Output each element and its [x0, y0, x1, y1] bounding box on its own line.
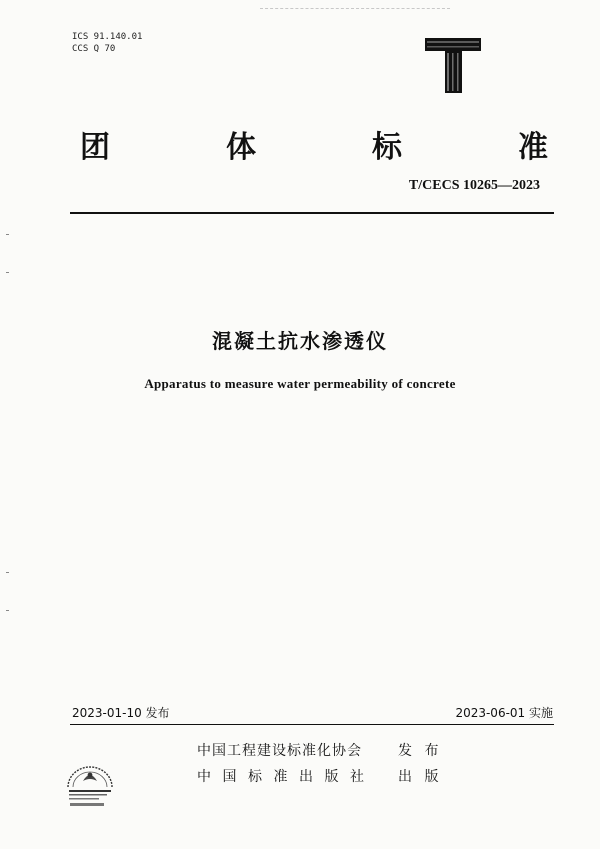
- standard-type-heading: [80, 122, 550, 166]
- standard-type-char: 团: [80, 130, 112, 165]
- ccs-code: CCS Q 70: [72, 44, 116, 54]
- scan-artifact-line: [260, 8, 450, 10]
- seal-serial-mark: [70, 802, 104, 807]
- title-english: Apparatus to measure water permeability of concrete: [144, 376, 456, 391]
- publisher-name: 中国工程建设标准化协会: [197, 743, 362, 759]
- classification-codes: [72, 31, 142, 55]
- standard-type-t-logo: [423, 36, 483, 94]
- scan-edge-mark: [6, 234, 9, 235]
- standard-code: T/CECS 10265—2023: [408, 178, 540, 193]
- header-divider: [70, 212, 554, 214]
- ics-code: ICS 91.140.01: [72, 32, 143, 42]
- publisher-role: 出 版: [398, 769, 443, 785]
- footer-divider: [70, 724, 554, 725]
- scan-edge-mark: [6, 610, 9, 611]
- issue-date: 2023-01-10 发布: [72, 706, 170, 720]
- scan-edge-mark: [6, 272, 9, 273]
- publisher-seal-icon: [63, 757, 117, 801]
- publisher-role: 发 布: [398, 743, 443, 759]
- title-chinese: 混凝土抗水渗透仪: [212, 329, 388, 353]
- standard-type-char: 准: [518, 130, 550, 165]
- standard-type-char: 体: [226, 130, 258, 165]
- standard-type-char: 标: [372, 130, 404, 165]
- publisher-name: 中国标准出版社: [197, 769, 376, 785]
- implementation-date: 2023-06-01 实施: [455, 706, 553, 720]
- scan-edge-mark: [6, 572, 9, 573]
